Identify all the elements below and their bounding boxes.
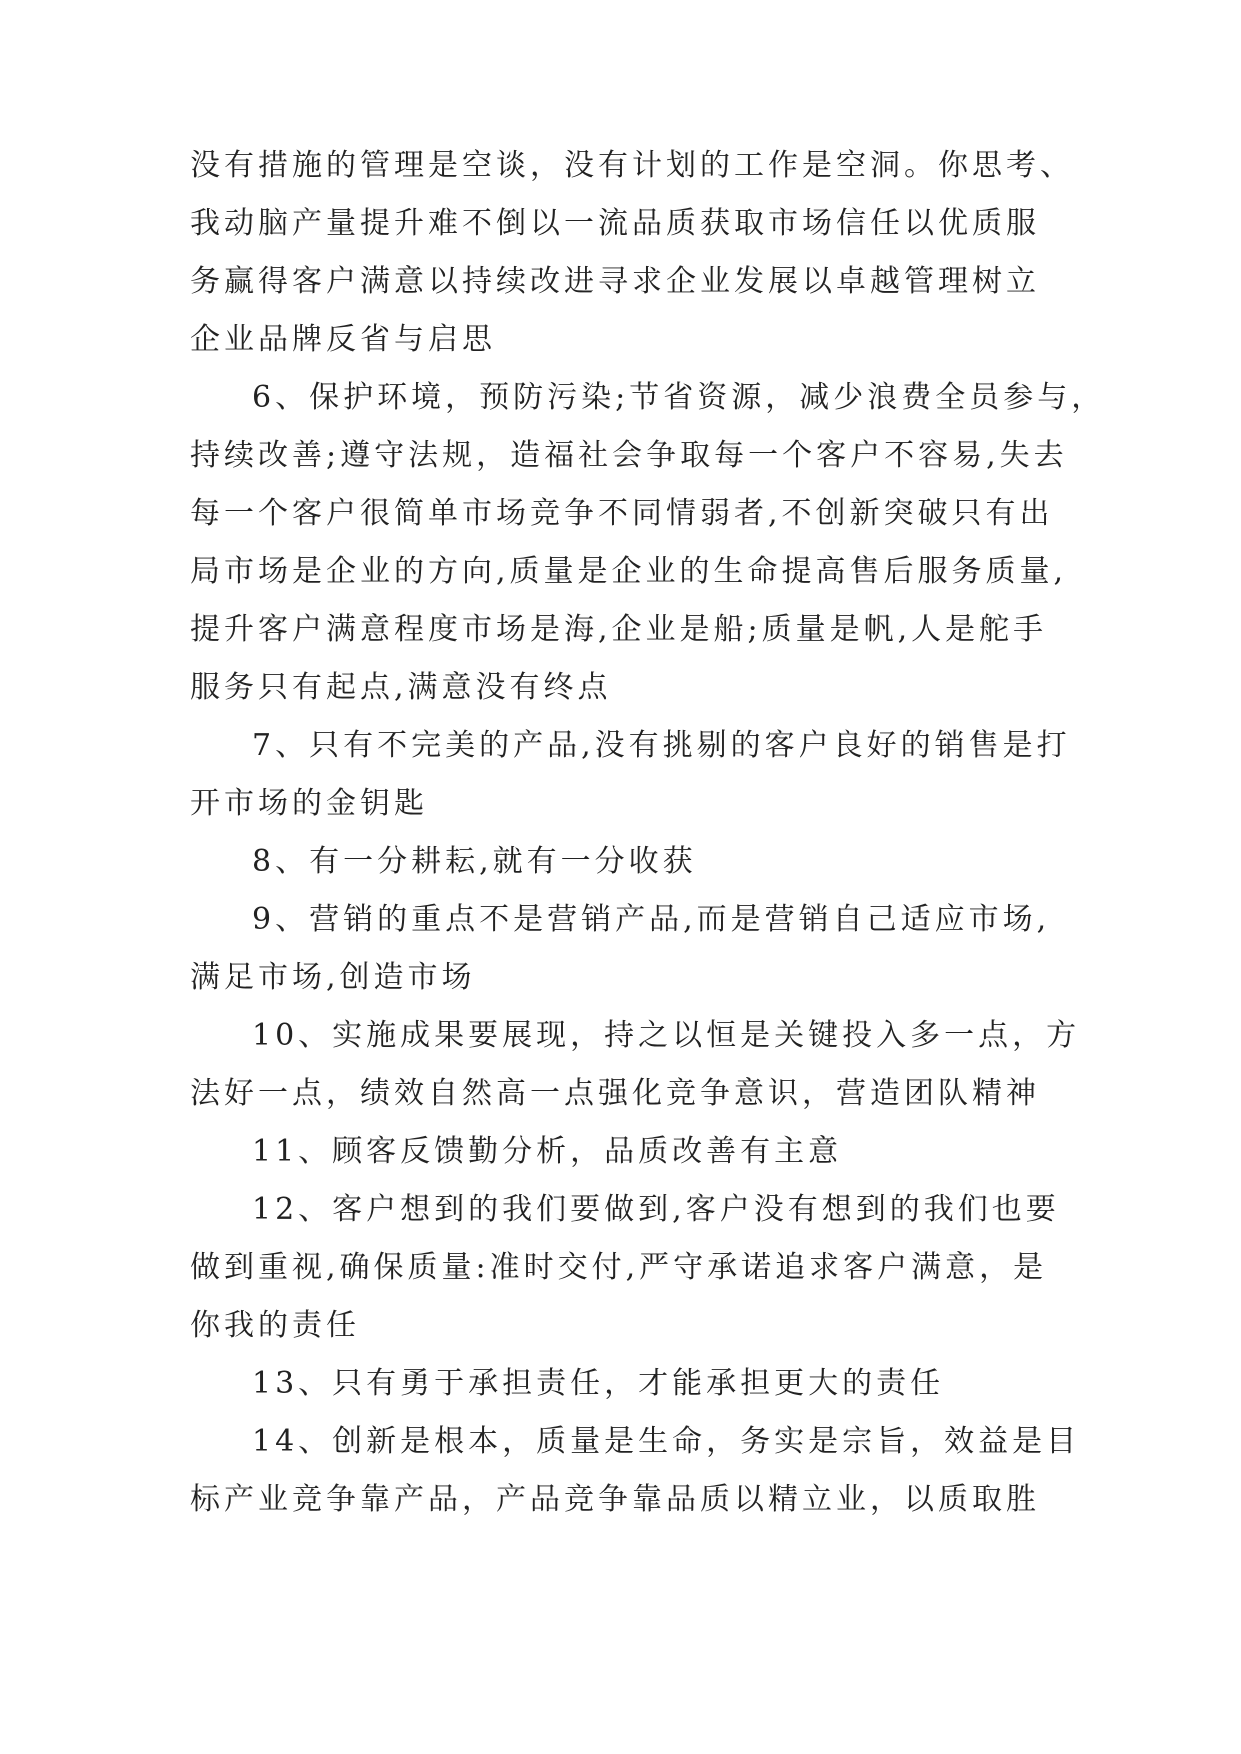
- paragraph-6-start: 6、保护环境，预防污染;节省资源，减少浪费全员参与，: [252, 380, 1106, 415]
- text-line: 局市场是企业的方向,质量是企业的生命提高售后服务质量,: [190, 554, 1068, 589]
- text-line: 做到重视,确保质量:准时交付,严守承诺追求客户满意，是: [190, 1250, 1048, 1285]
- text-line: 你我的责任: [190, 1308, 360, 1343]
- text-line: 每一个客户很简单市场竞争不同情弱者,不创新突破只有出: [190, 496, 1054, 531]
- text-line: 法好一点，绩效自然高一点强化竞争意识，营造团队精神: [190, 1076, 1040, 1111]
- paragraph-7-start: 7、只有不完美的产品,没有挑剔的客户良好的销售是打: [252, 728, 1071, 763]
- paragraph-12-start: 12、客户想到的我们要做到,客户没有想到的我们也要: [252, 1192, 1060, 1227]
- text-line: 开市场的金钥匙: [190, 786, 428, 821]
- text-line: 提升客户满意程度市场是海,企业是船;质量是帆,人是舵手: [190, 612, 1048, 647]
- paragraph-10-start: 10、实施成果要展现，持之以恒是关键投入多一点，方: [252, 1018, 1081, 1053]
- text-line: 标产业竞争靠产品，产品竞争靠品质以精立业，以质取胜: [190, 1482, 1040, 1517]
- paragraph-14-start: 14、创新是根本，质量是生命，务实是宗旨，效益是目: [252, 1424, 1081, 1459]
- text-line: 企业品牌反省与启思: [190, 322, 496, 357]
- text-line: 满足市场,创造市场: [190, 960, 476, 995]
- text-line: 我动脑产量提升难不倒以一流品质获取市场信任以优质服: [190, 206, 1040, 241]
- paragraph-11: 11、顾客反馈勤分析，品质改善有主意: [252, 1134, 843, 1169]
- paragraph-9-start: 9、营销的重点不是营销产品,而是营销自己适应市场,: [252, 902, 1051, 937]
- text-line: 没有措施的管理是空谈，没有计划的工作是空洞。你思考、: [190, 148, 1074, 183]
- text-line: 务赢得客户满意以持续改进寻求企业发展以卓越管理树立: [190, 264, 1040, 299]
- text-line: 服务只有起点,满意没有终点: [190, 670, 612, 705]
- text-line: 持续改善;遵守法规，造福社会争取每一个客户不容易,失去: [190, 438, 1068, 473]
- paragraph-13: 13、只有勇于承担责任，才能承担更大的责任: [252, 1366, 945, 1401]
- paragraph-8: 8、有一分耕耘,就有一分收获: [252, 844, 697, 879]
